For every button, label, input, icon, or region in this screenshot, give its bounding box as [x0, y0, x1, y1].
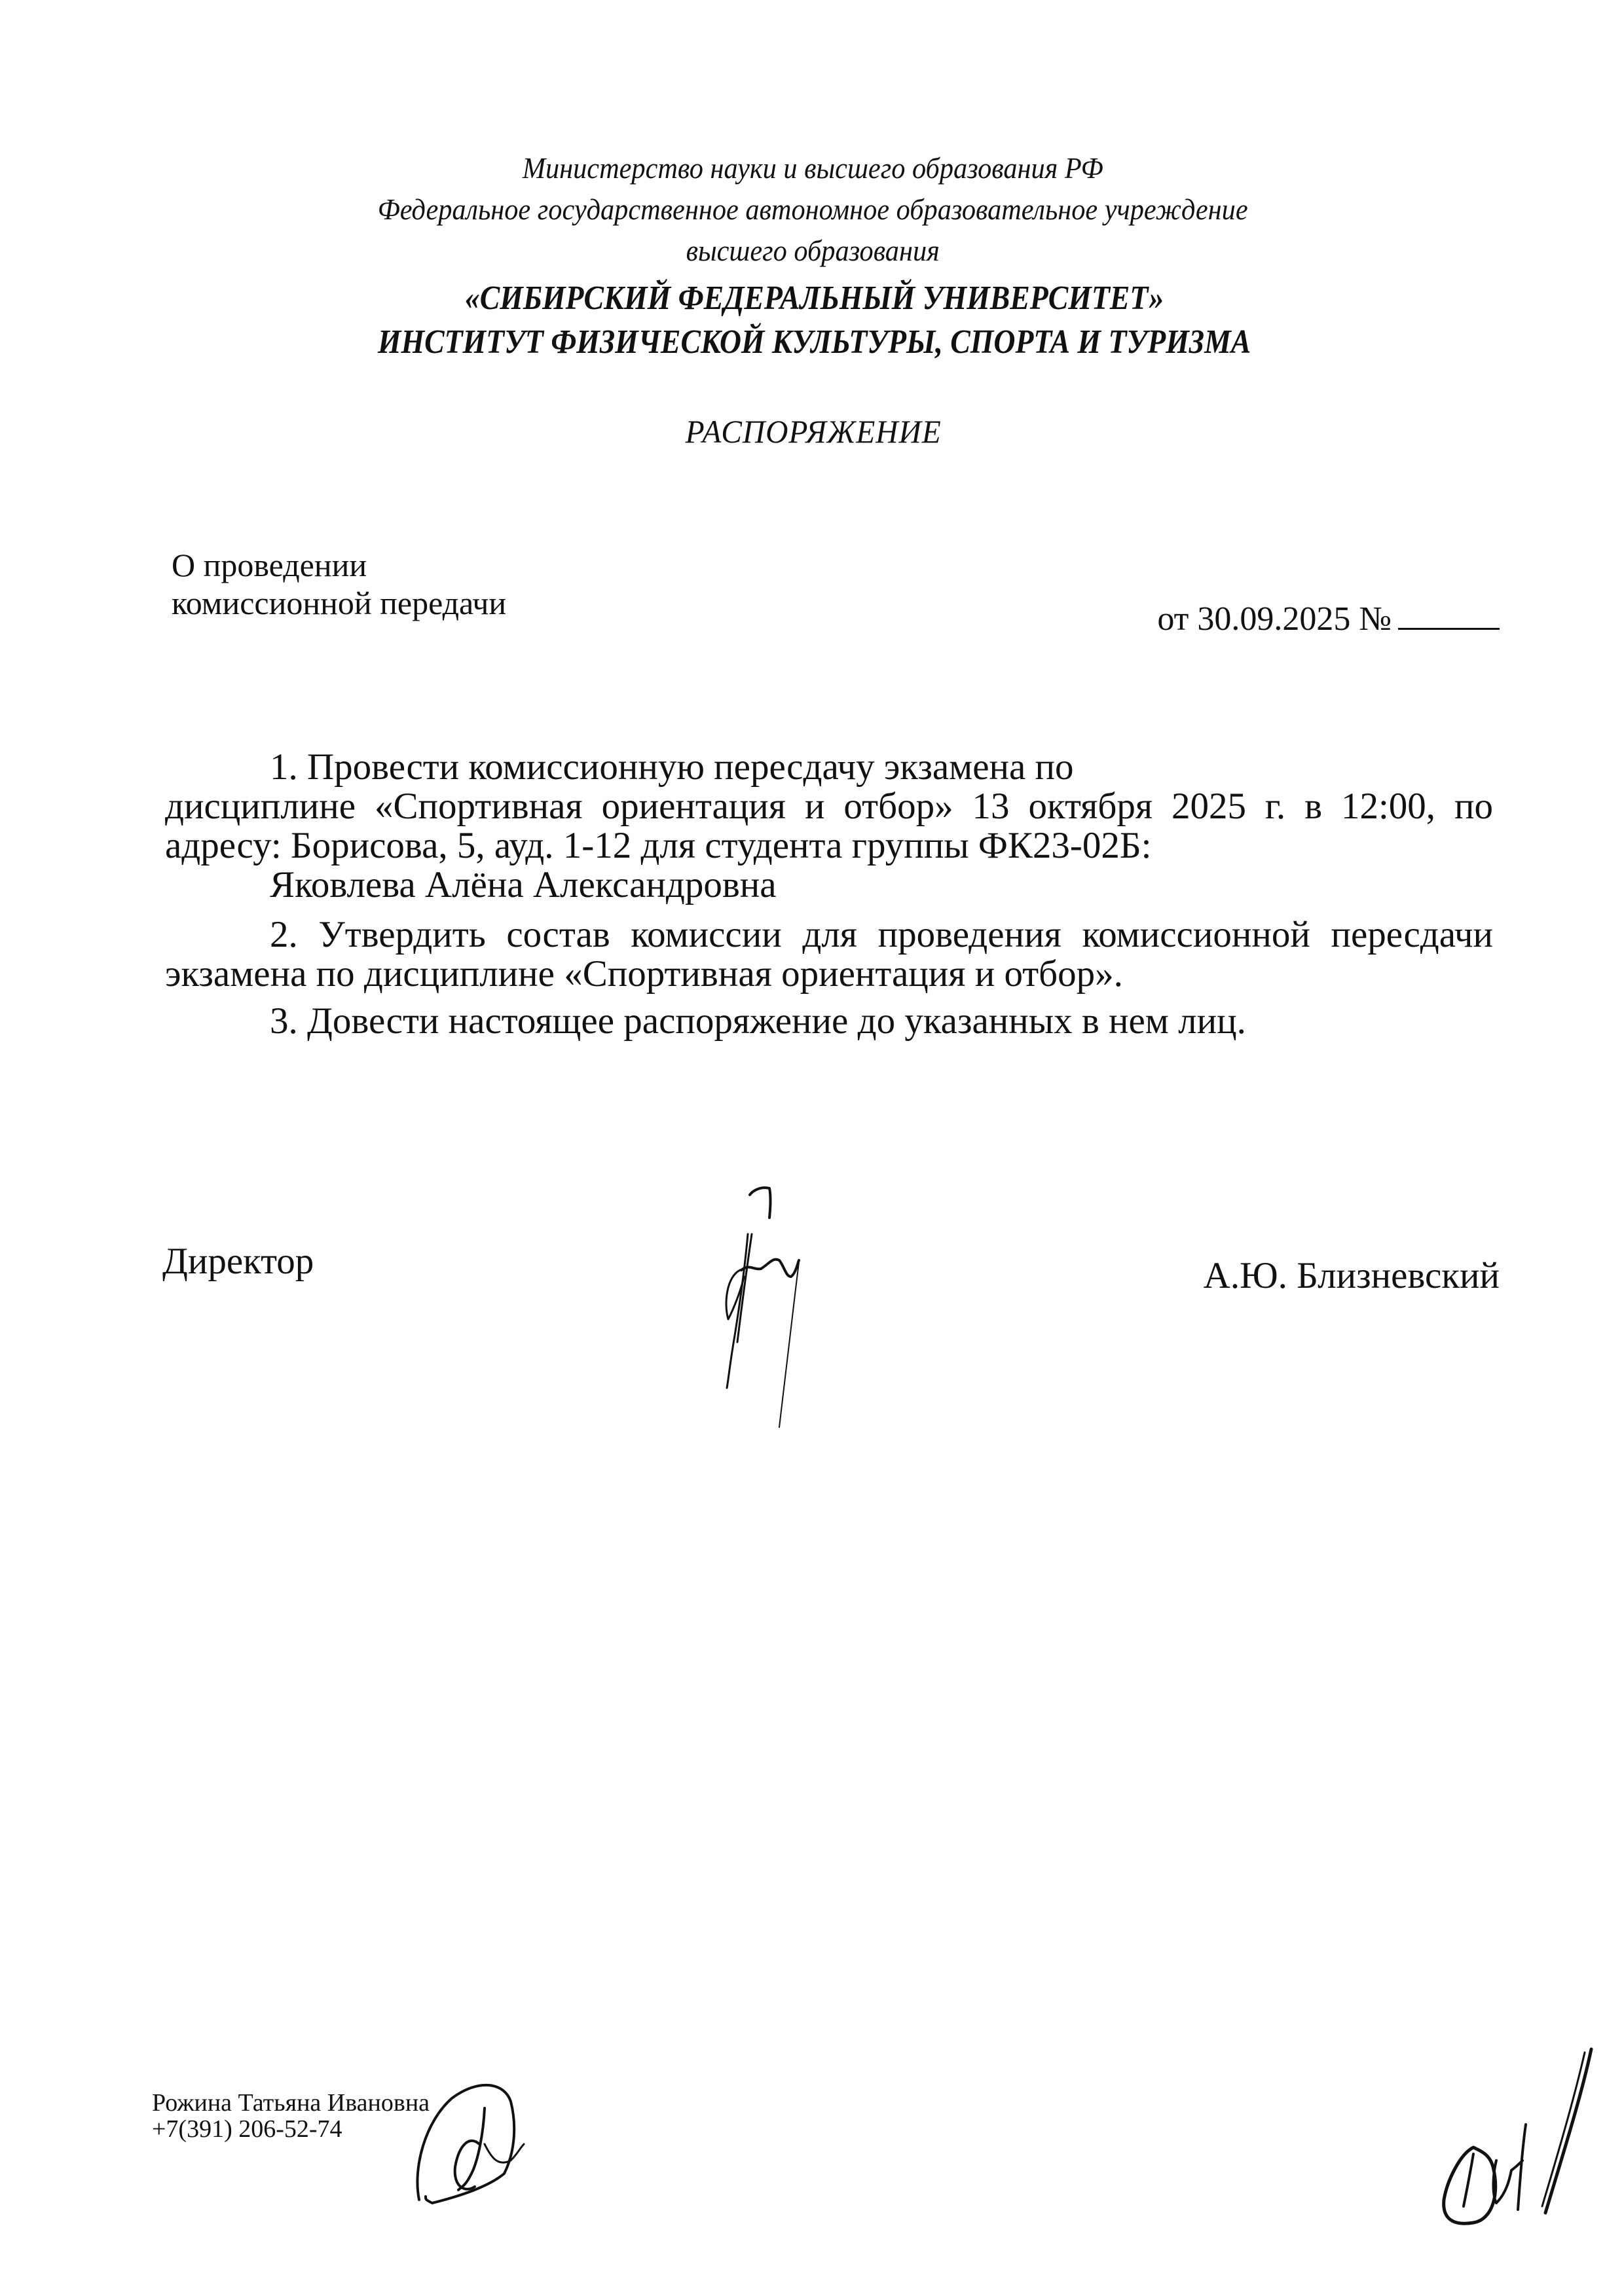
approval-visa-signature: [1434, 2030, 1604, 2239]
order-item-1: [165, 748, 1493, 866]
executor-signature: [406, 2062, 576, 2219]
executor-phone: +7(391) 206-52-74: [152, 2115, 342, 2143]
ministry-line: Министерство науки и высшего образования РФ: [522, 151, 1103, 185]
student-name: Яковлева Алёна Александровна: [270, 864, 777, 905]
order-item-3: 3. Довести настоящее распоряжение до указанных в нем лиц.: [270, 1000, 1246, 1042]
number-label: №: [1359, 600, 1392, 638]
date-number-line: [1157, 602, 1500, 636]
document-date: 30.09.2025: [1197, 600, 1351, 638]
institution-type-line-2: высшего образования: [686, 234, 940, 267]
date-prefix: от: [1157, 600, 1189, 638]
order-item-1-text: дисциплине «Спортивная ориентация и отбор» 13 октября 2025 г. в 12:00, по адресу: Борисова, 5, ауд. 1-12 для студента группы ФК23-02Б:: [165, 786, 1493, 866]
order-item-2: 2. Утвердить состав комиссии для проведения комиссионной пересдачи экзамена по дисциплине «Спортивная ориентация и отбор».: [165, 914, 1493, 994]
executor-name: Рожина Татьяна Ивановна: [152, 2089, 430, 2117]
order-body: [165, 748, 1493, 1041]
signatory-position: Директор: [162, 1241, 314, 1282]
director-signature: [688, 1172, 871, 1394]
order-item-1-first-line: 1. Провести комиссионную пересдачу экзамена по: [270, 746, 1074, 788]
number-blank-field: [1398, 627, 1500, 630]
subject-line-2: комиссионной передачи: [172, 585, 507, 621]
document-type-title: РАСПОРЯЖЕНИЕ: [685, 413, 942, 450]
institute-name: ИНСТИТУТ ФИЗИЧЕСКОЙ КУЛЬТУРЫ, СПОРТА И ТУРИЗМА: [377, 323, 1251, 361]
university-name: «СИБИРСКИЙ ФЕДЕРАЛЬНЫЙ УНИВЕРСИТЕТ»: [464, 280, 1164, 317]
subject-line-1: О проведении: [172, 547, 367, 583]
signatory-name: А.Ю. Близневский: [1203, 1255, 1500, 1296]
institution-type-line-1: Федеральное государственное автономное образовательное учреждение: [377, 192, 1248, 226]
